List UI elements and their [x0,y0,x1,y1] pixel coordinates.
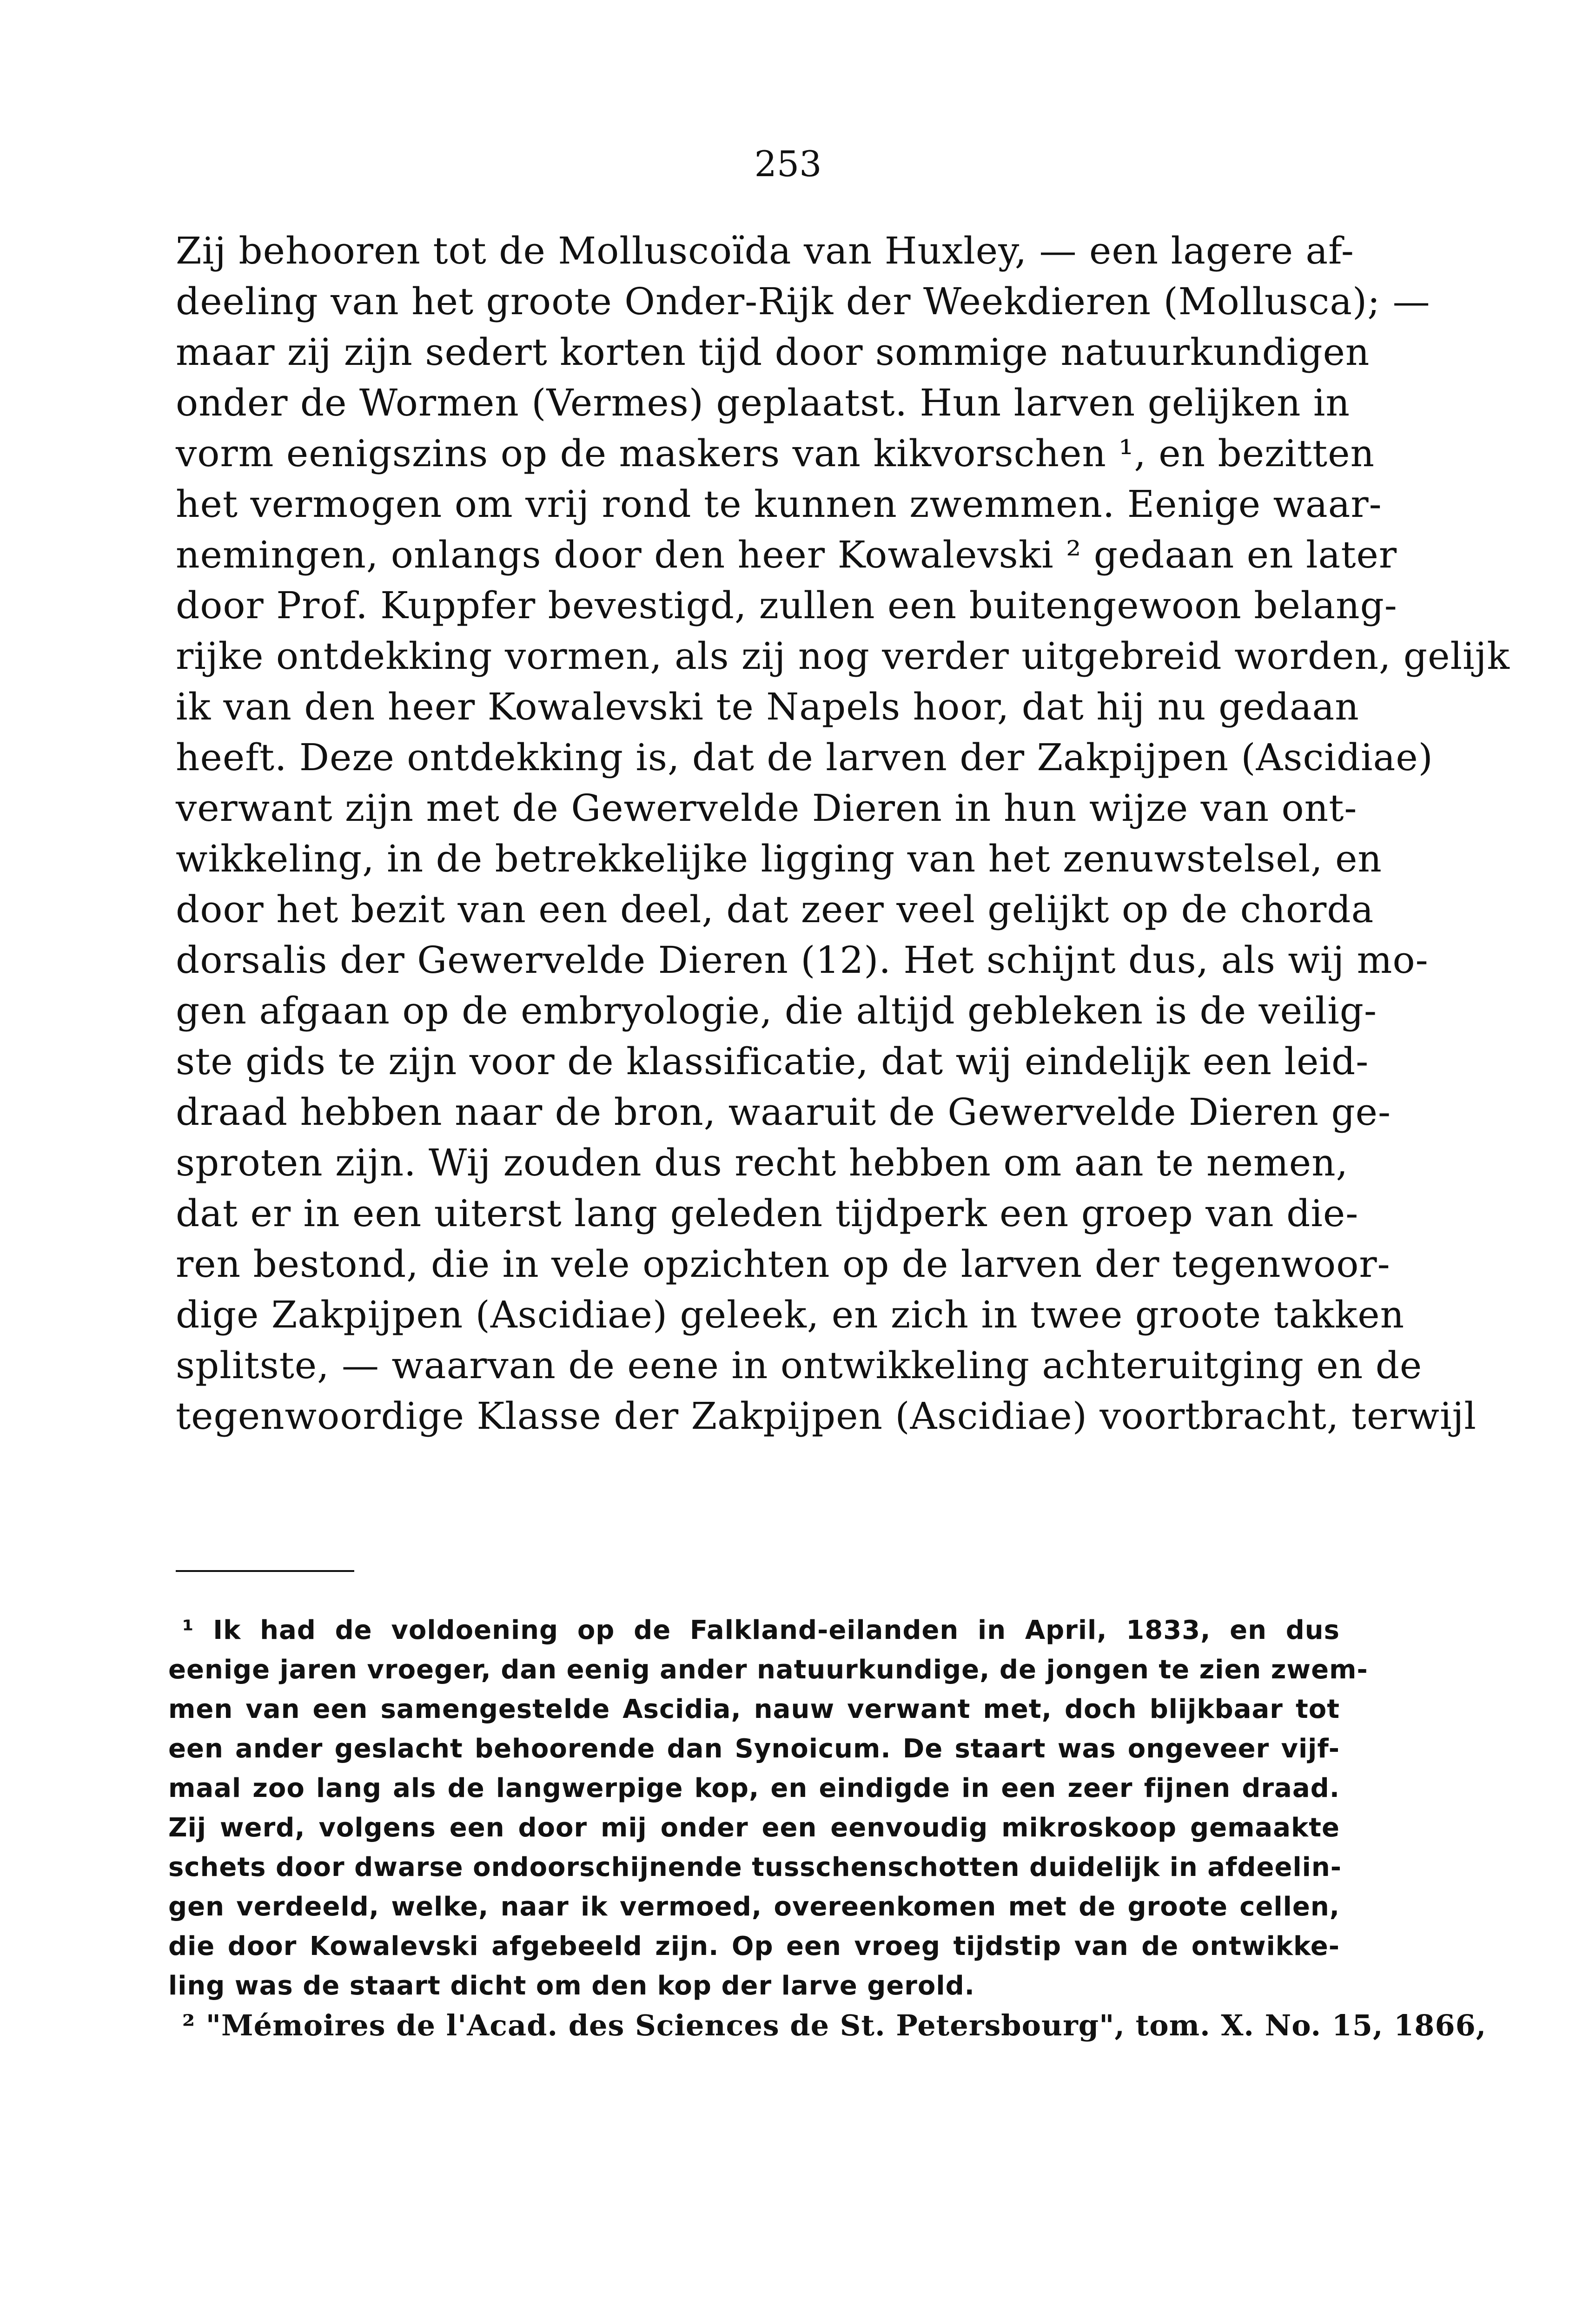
body-line: verwant zijn met de Gewervelde Dieren in hun wijze van ont- [176,786,1357,830]
footnote-line: ling was de staart dicht om den kop der larve gerold. [168,1971,975,2001]
footnote-line: die door Kowalevski afgebeeld zijn. Op een vroeg tijdstip van de ontwikke- [168,1931,1340,1961]
footnote-line: maal zoo lang als de langwerpige kop, en eindigde in een zeer fijnen draad. [168,1773,1340,1803]
body-line: splitste, — waarvan de eene in ontwikkeling achteruitging en de [176,1344,1423,1387]
footnote-line: gen verdeeld, welke, naar ik vermoed, overeenkomen met de groote cellen, [168,1892,1340,1922]
footnote-line: schets door dwarse ondoorschijnende tusschenschotten duidelijk in afdeelin- [168,1852,1342,1882]
body-line: wikkeling, in de betrekkelijke ligging van het zenuwstelsel, en [176,837,1382,880]
body-line: draad hebben naar de bron, waaruit de Gewervelde Dieren ge- [176,1090,1391,1134]
body-line: sproten zijn. Wij zouden dus recht hebben om aan te nemen, [176,1141,1349,1184]
footnote-line: Zij werd, volgens een door mij onder een eenvoudig mikroskoop gemaakte [168,1813,1340,1843]
body-line: vorm eenigszins op de maskers van kikvorschen ¹, en bezitten [176,432,1375,475]
footnote-line: ¹ Ik had de voldoening op de Falkland-eilanden in April, 1833, en dus [182,1615,1340,1645]
body-line: Zij behooren tot de Molluscoïda van Huxley, — een lagere af- [176,229,1354,272]
body-line: rijke ontdekking vormen, als zij nog verder uitgebreid worden, gelijk [176,634,1510,678]
body-line: nemingen, onlangs door den heer Kowalevski ² gedaan en later [176,533,1397,576]
body-line: dat er in een uiterst lang geleden tijdperk een groep van die- [176,1192,1359,1235]
body-text [176,225,1510,1441]
footnote-line: men van een samengestelde Ascidia, nauw verwant met, doch blijkbaar tot [168,1694,1340,1724]
body-line: ren bestond, die in vele opzichten op de larven der tegenwoor- [176,1242,1391,1286]
body-line: dorsalis der Gewervelde Dieren (12). Het schijnt dus, als wij mo- [176,938,1429,982]
body-line: gen afgaan op de embryologie, die altijd gebleken is de veilig- [176,989,1377,1032]
body-line: het vermogen om vrij rond te kunnen zwemmen. Eenige waar- [176,482,1382,526]
footnote-line: een ander geslacht behoorende dan Synoicum. De staart was ongeveer vijf- [168,1734,1340,1764]
body-line: ste gids te zijn voor de klassificatie, dat wij eindelijk een leid- [176,1040,1369,1083]
footnote-line: eenige jaren vroeger, dan eenig ander natuurkundige, de jongen te zien zwem- [168,1655,1368,1685]
footnotes [168,1611,1487,2045]
body-line: dige Zakpijpen (Ascidiae) geleek, en zich in twee groote takken [176,1293,1405,1336]
body-line: deeling van het groote Onder-Rijk der Weekdieren (Mollusca); — [176,280,1430,323]
body-line: tegenwoordige Klasse der Zakpijpen (Ascidiae) voortbracht, terwijl [176,1394,1477,1438]
body-line: door Prof. Kuppfer bevestigd, zullen een buitengewoon belang- [176,584,1397,627]
body-line: onder de Wormen (Vermes) geplaatst. Hun larven gelijken in [176,381,1351,424]
page-number: 253 [754,143,822,185]
body-line: ik van den heer Kowalevski te Napels hoor, dat hij nu gedaan [176,685,1359,728]
body-line: door het bezit van een deel, dat zeer veel gelijkt op de chorda [176,888,1374,931]
body-line: heeft. Deze ontdekking is, dat de larven der Zakpijpen (Ascidiae) [176,736,1433,779]
footnote-line: ² "Mémoires de l'Acad. des Sciences de St. Petersbourg", tom. X. No. 15, 1866, [182,2008,1487,2042]
footnote-divider [176,1570,354,1572]
body-line: maar zij zijn sedert korten tijd door sommige natuurkundigen [176,330,1370,374]
